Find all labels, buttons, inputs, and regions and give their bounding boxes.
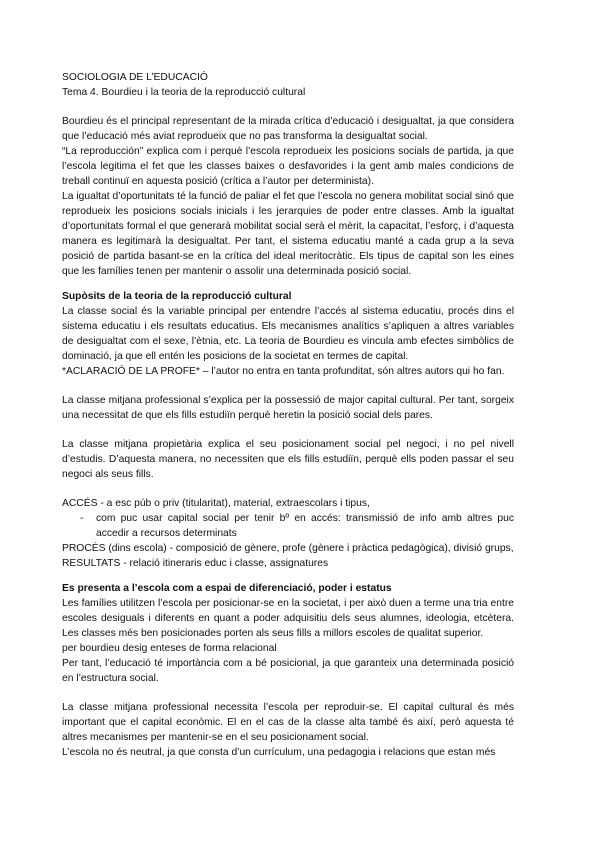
intro-paragraph-2: “La reproducción” explica com i perquè l’escola reprodueix les posicions socials de partida, ja que l’escola legitima el fet que les classes baixes o desfavorides i la gent amb males condicions de treball continuï en aquesta posició (crítica a l’autor per determinista). xyxy=(62,146,514,187)
section2-paragraph-1: Les famílies utilitzen l’escola per posicionar-se en la societat, i per això duen a terme una tria entre escoles desiguals i diferents en quant a poder adquisitiu dels seus alumnes, ideologia, etcètera. Les classes més ben posicionades porten als seus fills a millors escoles de qualitat superior. xyxy=(62,598,514,639)
section1-paragraph-4: La classe mitjana propietària explica el seu posicionament social pel negoci, i no pel nivell d’estudis. D’aquesta manera, no necessiten que els fills estudiïn, perquè ells poden passar el seu negoci als seus fills. xyxy=(62,439,514,480)
section-heading-escola: Es presenta a l’escola com a espai de diferenciació, poder i estatus xyxy=(62,583,392,594)
section1-paragraph-3: La classe mitjana professional s’explica per la possessió de major capital cultural. Per tant, sorgeix una necessitat de que els fills estudiïn perquè heretin la posició social dels pares. xyxy=(62,395,514,421)
intro-paragraph-1: Bourdieu és el principal representant de la mirada crítica d’educació i desigualtat, ja que considera que l’educació més aviat reprodueix que no pas transforma la desigualtat social. xyxy=(62,116,514,142)
section2-note: per bourdieu desig enteses de forma relacional xyxy=(62,643,277,654)
proces-line: PROCÉS (dins escola) - composició de gènere, profe (gènere i pràctica pedagògica), divisió grups, xyxy=(62,543,514,554)
intro-paragraph-3: La igualtat d’oportunitats té la funció de paliar el fet que l’escola no genera mobilitat social sinó que reprodueix les posicions socials inicials i les jerarquies de poder entre classes. Amb la igualtat d’oportunitats formal el que generarà mobilitat social serà el mèrit, la capacitat, l’esforç, i d’aquesta manera es legitimarà la desigualtat. Per tant, el sistema educatiu manté a cada grup a la seva posició de partida basant-se en la crítica del ideal meritocràtic. Els tipus de capital son les eines que les famílies tenen per mantenir o assolir una determinada posició social. xyxy=(62,191,514,277)
section2-paragraph-5: L’escola no és neutral, ja que consta d’un currículum, una pedagogia i relacions que estan més xyxy=(62,747,496,758)
bullet-text: com puc usar capital social per tenir bº en accés: transmissió de info amb altres puc accedir a recursos determinats xyxy=(96,513,514,539)
acces-line: ACCÉS - a esc púb o priv (titularitat), material, extraescolars i tipus, xyxy=(62,498,370,509)
professor-note: *ACLARACIÓ DE LA PROFE* – l’autor no entra en tanta profunditat, són altres autors qui ho fan. xyxy=(62,366,505,377)
document-title: SOCIOLOGIA DE L’EDUCACIÓ xyxy=(62,72,208,83)
section2-paragraph-4: La classe mitjana professional necessita l’escola per reproduir-se. El capital cultural és més important que el capital econòmic. El en el cas de la classe alta també és així, però aquesta té altres mecanismes per mantenir-se en el seu posicionament social. xyxy=(62,702,514,743)
section-heading-supositos: Supòsits de la teoria de la reproducció cultural xyxy=(62,291,292,302)
section1-paragraph-1: La classe social és la variable principal per entendre l’accés al sistema educatiu, procés dins el sistema educatiu i els resultats educatius. Els mecanismes analítics s’apliquen a altres variables de desigualtat com el sexe, l’ètnia, etc. La teoria de Bourdieu es vincula amb efectes simbòlics de dominació, ja que ell entén les posicions de la societat en termes de capital. xyxy=(62,306,514,362)
bullet-dash: - xyxy=(80,513,84,524)
list-item xyxy=(62,511,514,541)
resultats-line: RESULTATS - relació itineraris educ i classe, assignatures xyxy=(62,558,329,569)
section2-paragraph-3: Per tant, l’educació té importància com a bé posicional, ja que garanteix una determinada posició en l’estructura social. xyxy=(62,658,514,684)
document-subtitle: Tema 4. Bourdieu i la teoria de la reproducció cultural xyxy=(62,87,306,98)
